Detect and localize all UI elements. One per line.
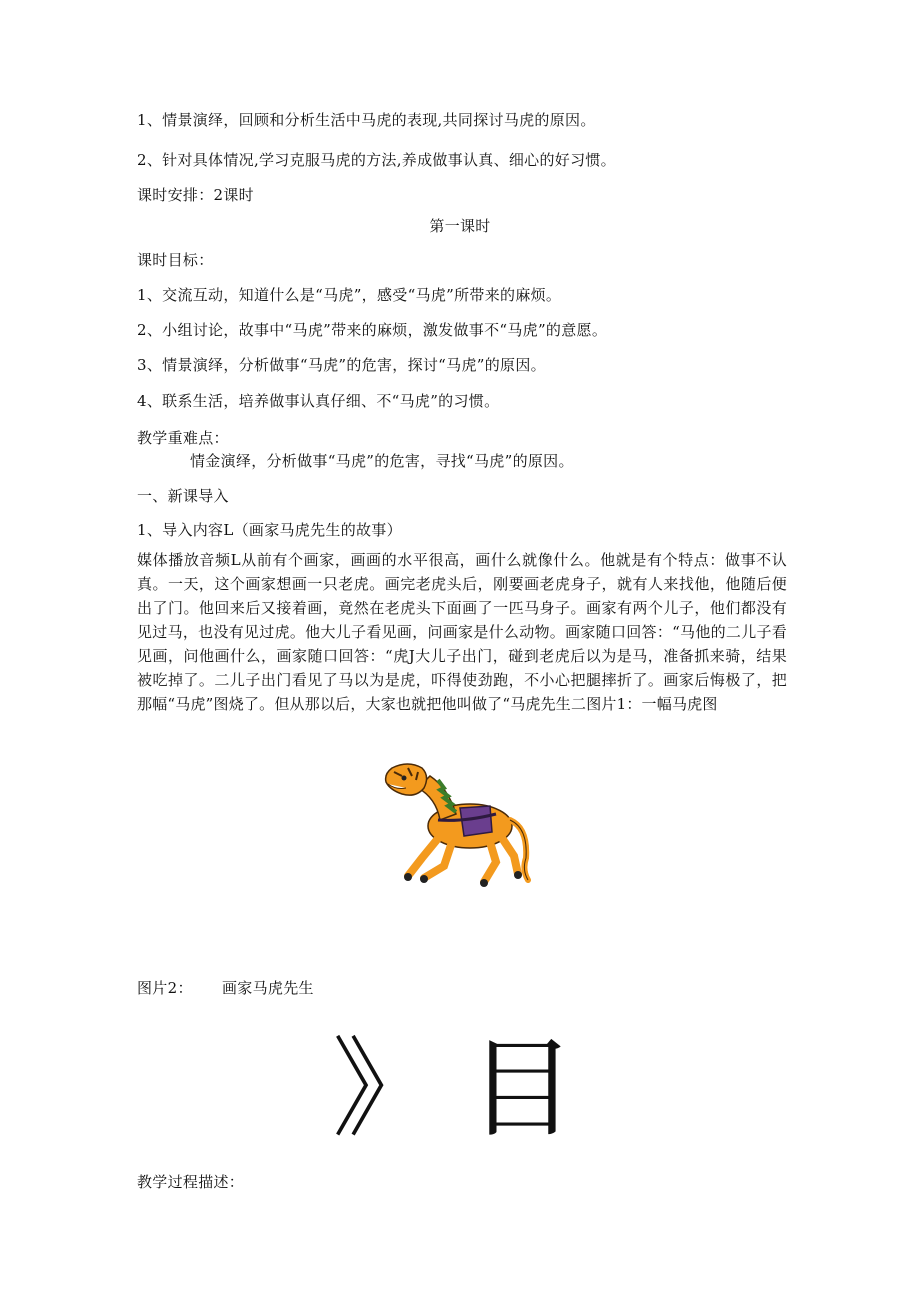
picture-2-caption: 画家马虎先生	[222, 979, 314, 997]
section-heading: 一、新课导入	[137, 487, 229, 505]
schedule-line: 课时安排：2课时	[137, 186, 254, 204]
goals-heading: 课时目标：	[137, 251, 214, 269]
lesson-title: 第一课时	[429, 217, 491, 235]
intro-line: 1、导入内容L（画家马虎先生的故事）	[137, 521, 402, 539]
horse-tiger-icon	[378, 758, 538, 898]
horse-tiger-picture	[378, 758, 538, 898]
focus-text: 情金演绎，分析做事“马虎”的危害，寻找“马虎”的原因。	[190, 452, 574, 470]
goal-2: 2、小组讨论，故事中“马虎”带来的麻烦，激发做事不“马虎”的意愿。	[137, 321, 608, 339]
picture-2-glyph-right: 目	[468, 1027, 577, 1152]
goal-1: 1、交流互动，知道什么是“马虎”，感受“马虎”所带来的麻烦。	[137, 286, 562, 304]
objective-line-1: 1、情景演绎，回顾和分析生活中马虎的表现,共同探讨马虎的原因。	[137, 111, 596, 129]
goal-4: 4、联系生活，培养做事认真仔细、不“马虎”的习惯。	[137, 392, 500, 410]
focus-heading: 教学重难点：	[137, 429, 229, 447]
picture-2-label: 图片2：	[137, 979, 193, 997]
objective-line-2: 2、针对具体情况,学习克服马虎的方法,养成做事认真、细心的好习惯。	[137, 151, 616, 169]
picture-2-glyph-left: 》	[332, 1027, 441, 1152]
goal-3: 3、情景演绎，分析做事“马虎”的危害，探讨“马虎”的原因。	[137, 356, 546, 374]
process-heading: 教学过程描述：	[137, 1173, 245, 1191]
story-paragraph: 媒体播放音频L从前有个画家，画画的水平很高，画什么就像什么。他就是有个特点：做事不认真。一天，这个画家想画一只老虎。画完老虎头后，刚要画老虎身子，就有人来找他，他随后便出了门。他回来后又接着画，竟然在老虎头下面画了一匹马身子。画家有两个儿子，他们都没有见过马，也没有见过虎。他大儿子看见画，问画家是什么动物。画家随口回答：“马他的二儿子看见画，问他画什么，画家随口回答：“虎J大儿子出门，碰到老虎后以为是马，准备抓来骑，结果被吃掉了。二儿子出门看见了马以为是虎，吓得使劲跑，不小心把腿摔折了。画家后悔极了，把那幅“马虎”图烧了。但从那以后，大家也就把他叫做了“马虎先生二图片1：一幅马虎图	[137, 551, 787, 713]
